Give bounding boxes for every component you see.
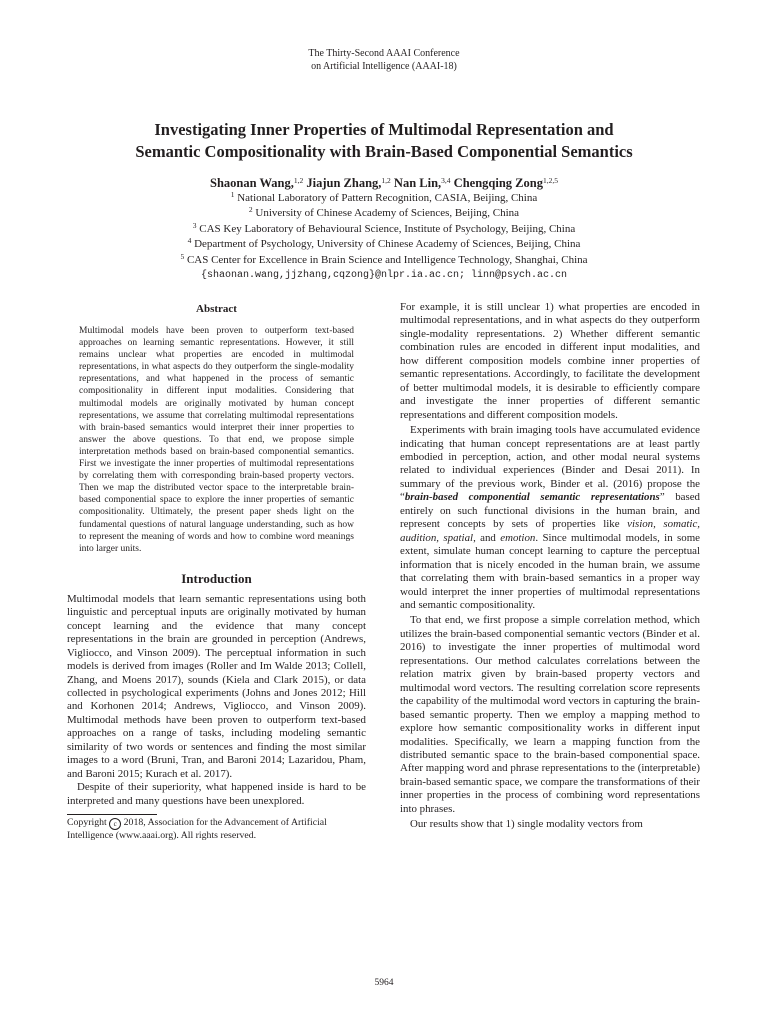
footnote-divider — [67, 814, 157, 815]
title-line-1: Investigating Inner Properties of Multimodal Representation and — [154, 120, 614, 139]
title-line-2: Semantic Compositionality with Brain-Based Componential Semantics — [135, 142, 633, 161]
right-paragraph-3: To that end, we first propose a simple correlation method, which utilizes the brain-based componential semantic vectors (Binder et al. 2016) to investigate the inner properties of multimodal word representations. Our method calculates correlations between the relation matrix given by brain-based property vectors and multimodal word vectors. The resulting correlation score represents the capability of the multimodal word vectors in capturing the brain-based semantic property. Then we employ a mapping method to explore how semantic compositionality works in different input modalities. Specifically, we learn a mapping function from the distributed semantic space to the brain-based componential space. After mapping word and phrase representations to the (interpretable) brain-based semantic space, we compare the transformations of their inner properties in the process of combining word representations into phrases. — [400, 614, 700, 815]
affiliation: $^2$ University of Chinese Academy of Sciences, Beijing, China — [248, 205, 520, 220]
page-number: 5964 — [374, 978, 394, 988]
conference-line-1: The Thirty-Second AAAI Conference — [308, 48, 460, 59]
right-paragraph-1: For example, it is still unclear 1) what properties are encoded in multimodal representations, and in what aspects do they outperform single-modality representations. 2) Whether different semantic combination rules are encoded in different input modalities, and how different composition models combine inner properties of semantic representations. Accordingly, to facilitate the development of better multimodal models, it is desirable to efficiently compare and investigate the inner properties of different semantic representations and different composition models. — [400, 301, 700, 421]
affiliation: $^1$ National Laboratory of Pattern Recognition, CASIA, Beijing, China — [230, 190, 538, 204]
conference-header — [0, 47, 768, 73]
abstract-text: Multimodal models have been proven to outperform text-based approaches on learning semantic representations. However, it still remains unclear what properties are encoded in multimodal representations, in what aspects do they outperform the single-modality representations, and what happened in the process of semantic compositionality in different input modalities. Considering that multimodal models are originally motivated by human concept representations, we assume that correlating multimodal representations with brain-based semantics would interpret their inner properties to answer the above questions. To that end, we propose simple interpretation methods based on brain-based componential semantics. First we investigate the inner properties of multimodal representations by correlating them with corresponding brain-based property vectors. Then we map the distributed vector space to the interpretable brain-based componential space to explore the inner properties of semantic compositionality. Ultimately, the present paper sheds light on the fundamental questions of natural language understanding, such as how to represent the meaning of words and how to combine word meanings into larger units. — [79, 326, 354, 554]
author-email[interactable]: {shaonan.wang,jjzhang,cqzong}@nlpr.ia.ac.cn; linn@psych.ac.cn — [200, 270, 568, 282]
author: Chengqing Zong$^{1,2,5}$ — [453, 176, 558, 190]
affiliation: $^3$ CAS Key Laboratory of Behavioural Science, Institute of Psychology, Beijing, China — [192, 220, 576, 235]
affiliation: $^4$ Department of Psychology, University of Chinese Academy of Sciences, Beijing, China — [187, 236, 581, 251]
copyright-footnote: Copyright c 2018, Association for the Advancement of Artificial Intelligence (www.aaai.org). All rights reserved. — [67, 817, 327, 842]
paper-title — [60, 119, 708, 163]
right-paragraph-4: Our results show that 1) single modality vectors from — [410, 818, 643, 831]
author-list — [0, 175, 768, 191]
copyright-icon: c — [109, 818, 121, 830]
author: Nan Lin,$^{3,4}$ — [393, 176, 451, 190]
right-paragraph-2: Experiments with brain imaging tools have accumulated evidence indicating that human concept representations are at least partly embodied in perception, action, and other modal neural systems related to individual experiences (Binder and Desai 2011). In summary of the previous work, Binder et al. (2016) propose the “brain-based componential semantic representations” based entirely on such functional divisions in the human brain, and represent concepts by sets of properties like vision, somatic, audition, spatial, and emotion. Since multimodal models, in some extent, simulate human concept learning to capture the perceptual information that is nicely encoded in the human brain, we assume that correlating them with brain-based semantics in a proper way would interpret the inner properties of multimodal representations and semantic compositionality. — [400, 424, 701, 611]
author: Shaonan Wang,$^{1,2}$ — [210, 176, 304, 190]
affiliations — [0, 191, 768, 283]
introduction-heading: Introduction — [181, 570, 252, 586]
left-column — [67, 302, 366, 842]
conference-line-2: on Artificial Intelligence (AAAI-18) — [311, 61, 457, 72]
author: Jiajun Zhang,$^{1,2}$ — [306, 176, 391, 190]
affiliation: $^5$ CAS Center for Excellence in Brain Science and Intelligence Technology, Shanghai, China — [180, 251, 588, 266]
intro-paragraph-1: Multimodal models that learn semantic representations using both linguistic and perceptual inputs are originally motivated by human concept learning and the evidence that many concept representations in the brain are grounded in perception (Andrews, Vigliocco, and Vinson 2009). The perceptual information in such models is derived from images (Roller and Im Walde 2013; Collell, Zhang, and Moens 2017), sounds (Kiela and Clark 2015), or data collected in psychological experiments (Johns and Jones 2012; Hill and Korhonen 2014; Andrews, Vigliocco, and Vinson 2009). Multimodal methods have been proven to outperform text-based approaches on a range of tasks, including modeling semantic similarity of two words or sentences and finding the most similar images to a word (Bruni, Tran, and Baroni 2014; Lazaridou, Pham, and Baroni 2015; Kurach et al. 2017). — [67, 592, 366, 780]
abstract-heading: Abstract — [196, 303, 237, 315]
right-column — [400, 301, 700, 832]
intro-paragraph-2: Despite of their superiority, what happened inside is hard to be interpreted and many questions have been unexplored. — [67, 781, 366, 807]
